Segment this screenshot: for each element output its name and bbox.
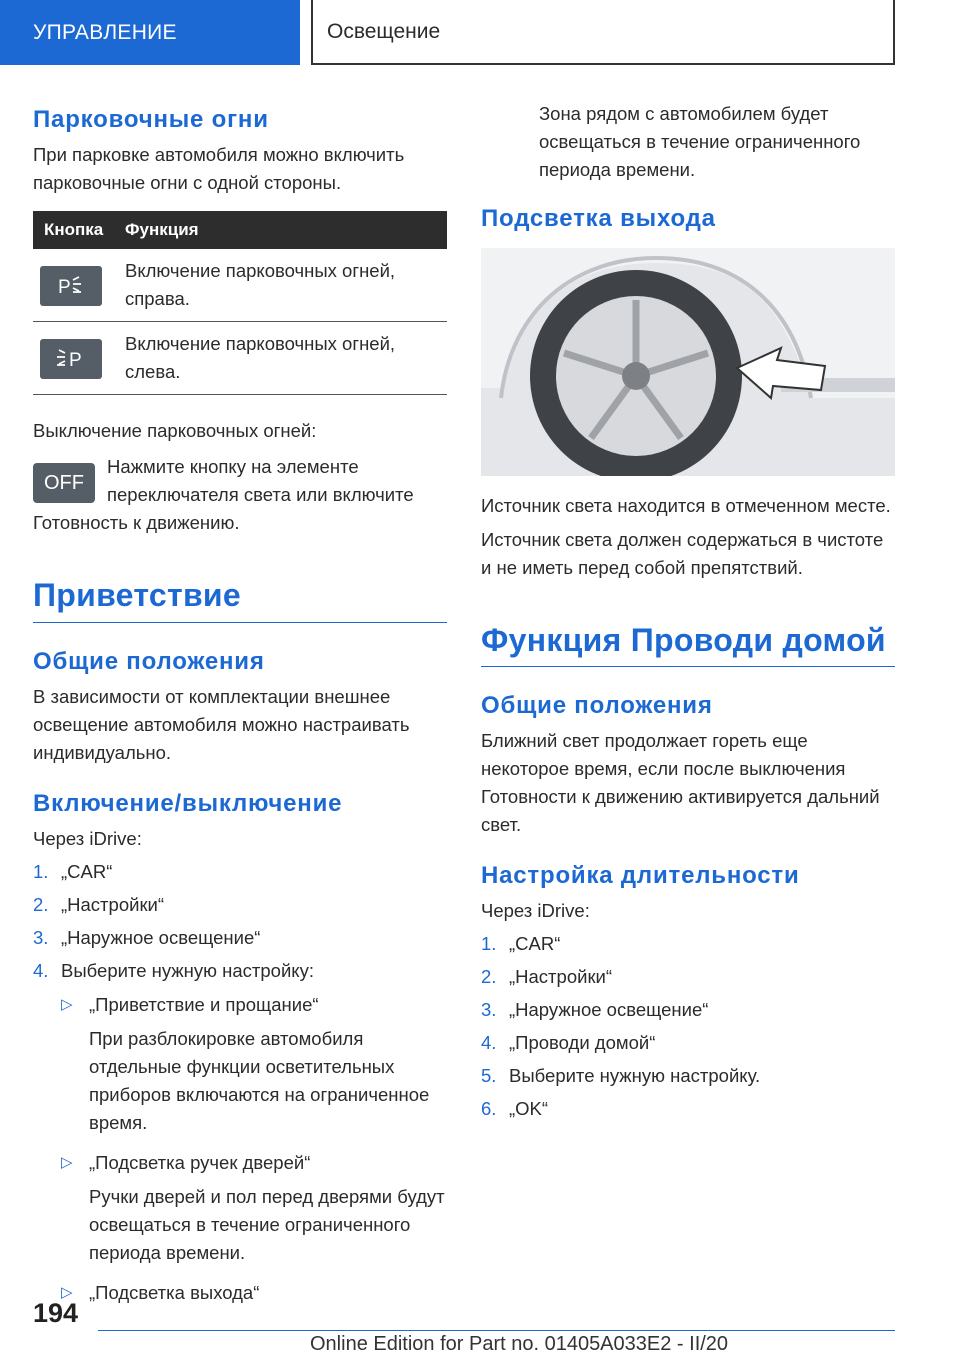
table-cell-function: Включение парковочных огней, слева. [114, 322, 447, 395]
option-item [61, 991, 447, 1137]
exit-light-option-desc: Зона рядом с автомобилем будет освещаться в течение ограниченного периода времени. [539, 103, 861, 180]
list-item [481, 996, 895, 1024]
welcome-options [33, 991, 447, 1307]
option-title: „Подсветка ручек дверей“ [89, 1152, 311, 1173]
step-text: „Наружное освещение“ [509, 999, 709, 1020]
step-number: 5. [481, 1065, 497, 1086]
triangle-bullet-icon: ▷ [61, 996, 73, 1013]
step-text: „Проводи домой“ [509, 1032, 656, 1053]
off-text: Нажмите кнопку на элементе переключателя света или включите Готовность к движению. [33, 456, 414, 533]
step-number: 1. [481, 933, 497, 954]
follow-me-heading: Функция Проводи домой [481, 620, 895, 667]
step-text: Выберите нужную настройку. [509, 1065, 761, 1086]
step-number: 2. [481, 966, 497, 987]
step-number: 3. [33, 927, 49, 948]
svg-text:P: P [58, 277, 71, 298]
exit-light-text1: Источник света находится в отмеченном месте. [481, 495, 891, 516]
page-number: 194 [33, 1298, 79, 1328]
parking-heading: Парковочные огни [33, 106, 269, 133]
table-header-function: Функция [114, 211, 447, 249]
step-text: „Настройки“ [509, 966, 613, 987]
step-text: „Наружное освещение“ [61, 927, 261, 948]
list-item [481, 1095, 895, 1123]
function-table [33, 211, 447, 395]
list-item [481, 930, 895, 958]
table-cell-function: Включение парковочных огней, справа. [114, 249, 447, 322]
duration-heading: Настройка длительности [481, 862, 800, 889]
parking-light-left-icon [40, 339, 102, 379]
exit-light-text2: Источник света должен содержаться в чистоте и не иметь перед собой препятствий. [481, 529, 884, 578]
step-number: 2. [33, 894, 49, 915]
off-instruction [33, 453, 447, 537]
step-number: 4. [33, 960, 49, 981]
welcome-general-text: В зависимости от комплектации внешнее освещение автомобиля можно настраивать индивидуально. [33, 686, 410, 763]
svg-text:P: P [69, 350, 82, 371]
step-number: 6. [481, 1098, 497, 1119]
table-row [33, 322, 447, 395]
option-title: „Подсветка выхода“ [89, 1282, 260, 1303]
exit-light-heading: Подсветка выхода [481, 205, 716, 232]
step-text: Выберите нужную настройку: [61, 960, 314, 981]
right-column [481, 100, 895, 1123]
list-item [481, 963, 895, 991]
table-row [33, 249, 447, 322]
footer-divider [98, 1330, 895, 1331]
page-header-title: Освещение [311, 0, 895, 65]
follow-me-general-heading: Общие положения [481, 692, 713, 719]
step-number: 4. [481, 1032, 497, 1053]
follow-me-via: Через iDrive: [481, 900, 590, 921]
step-text: „CAR“ [509, 933, 561, 954]
welcome-heading: Приветствие [33, 575, 447, 623]
option-desc: При разблокировке автомобиля отдельные функции осветительных приборов включаются на ограниченное время. [89, 1028, 430, 1133]
welcome-via: Через iDrive: [33, 828, 142, 849]
off-label: Выключение парковочных огней: [33, 420, 317, 441]
step-text: „CAR“ [61, 861, 113, 882]
off-button-icon: OFF [33, 463, 95, 503]
left-column [33, 100, 447, 1307]
follow-me-steps [481, 930, 895, 1123]
list-item [33, 891, 447, 919]
onoff-heading: Включение/выключение [33, 790, 343, 817]
section-tab: УПРАВЛЕНИЕ [0, 0, 300, 65]
welcome-general-heading: Общие положения [33, 648, 265, 675]
step-text: „Настройки“ [61, 894, 165, 915]
parking-intro: При парковке автомобиля можно включить парковочные огни с одной стороны. [33, 144, 405, 193]
list-item [33, 858, 447, 886]
option-item [61, 1149, 447, 1267]
option-desc: Ручки дверей и пол перед дверями будут освещаться в течение ограниченного периода времени. [89, 1186, 445, 1263]
footer-edition: Online Edition for Part no. 01405A033E2 - II/20 [310, 1333, 729, 1355]
triangle-bullet-icon: ▷ [61, 1154, 73, 1171]
step-text: „OK“ [509, 1098, 549, 1119]
wheel-photo [481, 248, 895, 476]
welcome-steps [33, 858, 447, 985]
step-number: 1. [33, 861, 49, 882]
option-item [61, 1279, 447, 1307]
list-item [33, 924, 447, 952]
table-header-button: Кнопка [33, 211, 114, 249]
list-item [33, 957, 447, 985]
triangle-bullet-icon: ▷ [61, 1284, 73, 1301]
step-number: 3. [481, 999, 497, 1020]
parking-light-right-icon [40, 266, 102, 306]
follow-me-general-text: Ближний свет продолжает гореть еще некоторое время, если после выключения Готовности к движению активируется дальний свет. [481, 730, 880, 835]
option-title: „Приветствие и прощание“ [89, 994, 319, 1015]
list-item [481, 1029, 895, 1057]
list-item [481, 1062, 895, 1090]
